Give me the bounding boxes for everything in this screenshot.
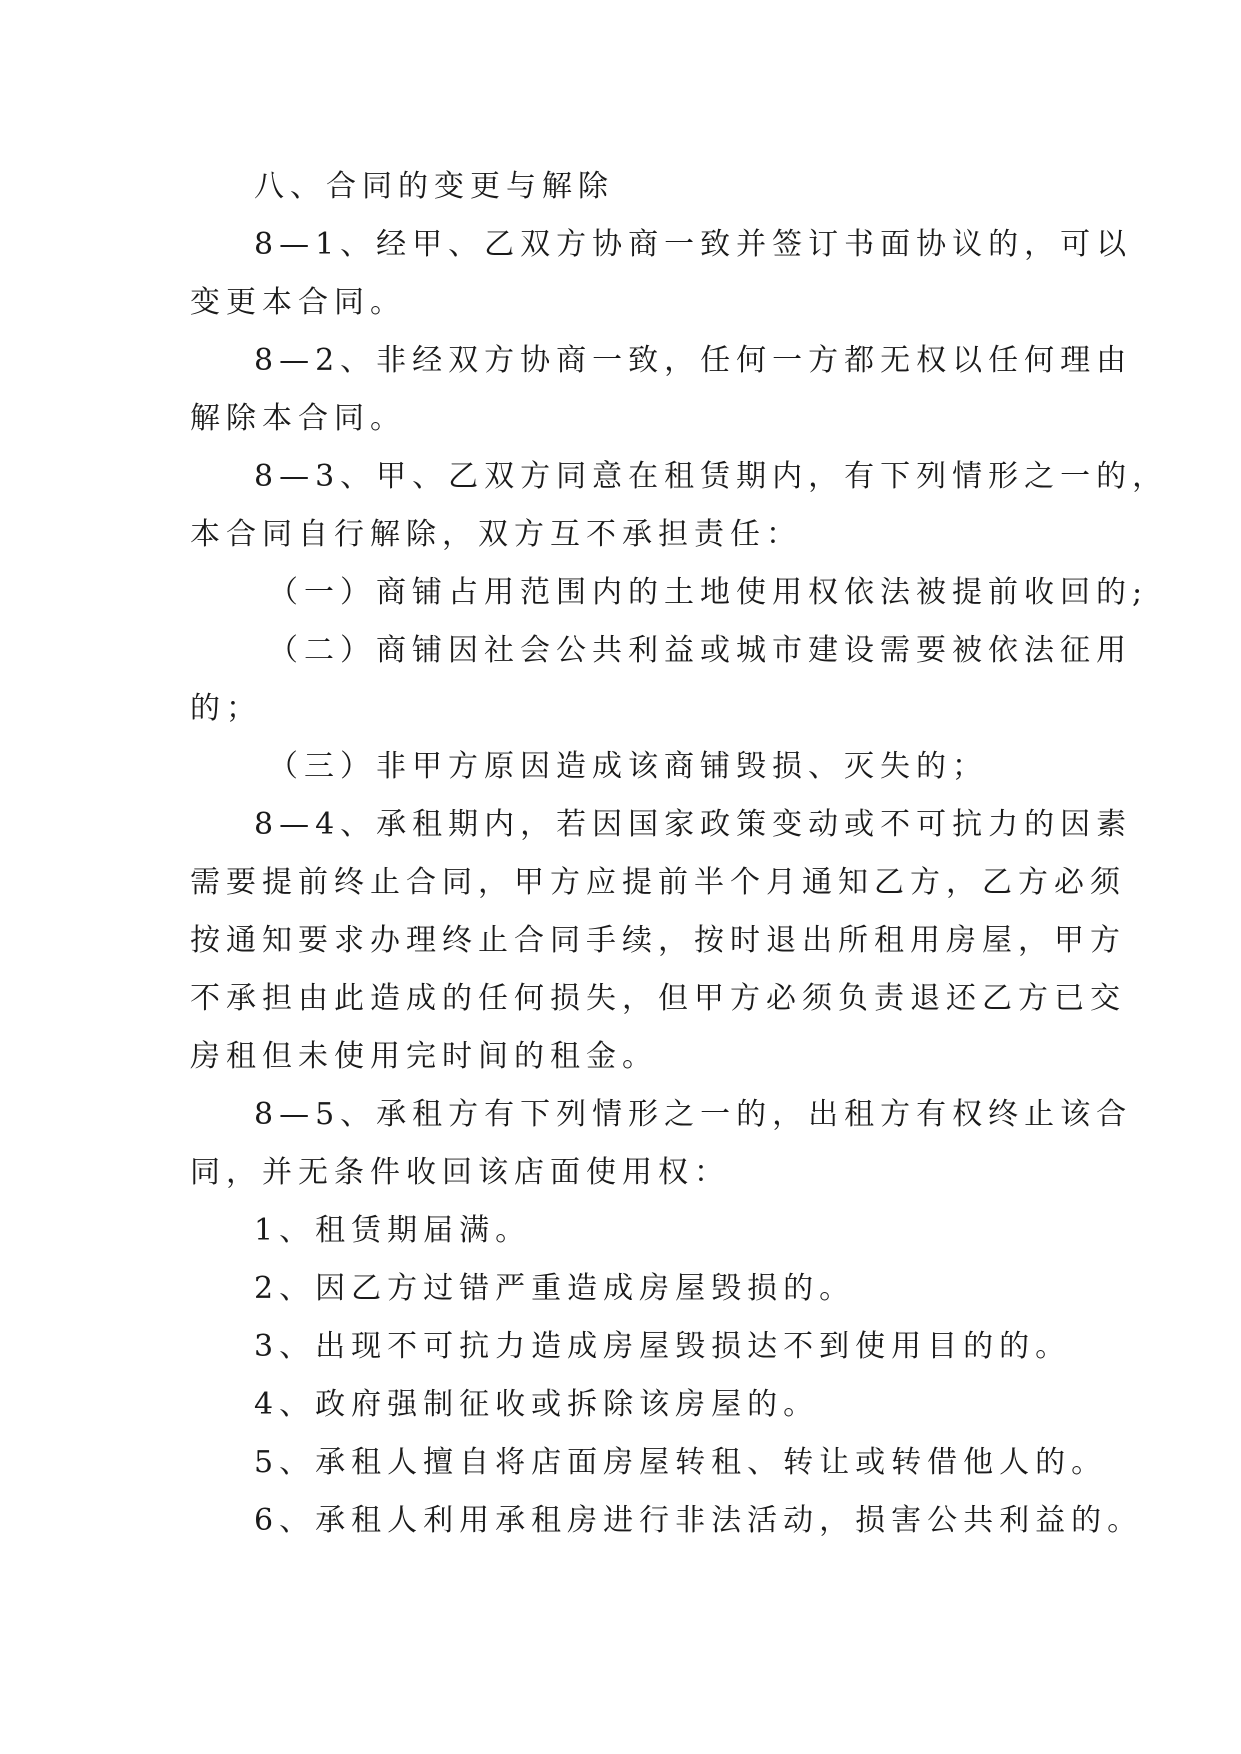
document-body bbox=[190, 158, 1169, 1550]
section-heading: 八、合同的变更与解除 bbox=[254, 169, 614, 204]
list-item: 4、政府强制征收或拆除该房屋的。 bbox=[254, 1387, 820, 1422]
paragraph-line: 8—5、承租方有下列情形之一的，出租方有权终止该合 bbox=[254, 1097, 1133, 1132]
paragraph-line: 8—1、经甲、乙双方协商一致并签订书面协议的，可以 bbox=[254, 227, 1133, 262]
list-item: （三）非甲方原因造成该商铺毁损、灭失的； bbox=[268, 749, 988, 784]
list-item: 1、租赁期届满。 bbox=[254, 1213, 532, 1248]
paragraph-line: 变更本合同。 bbox=[190, 285, 406, 320]
paragraph-line: 房租但未使用完时间的租金。 bbox=[190, 1039, 658, 1074]
paragraph-line: 本合同自行解除，双方互不承担责任： bbox=[190, 517, 802, 552]
paragraph-line: 不承担由此造成的任何损失，但甲方必须负责退还乙方已交 bbox=[190, 981, 1126, 1016]
list-item: （一）商铺占用范围内的土地使用权依法被提前收回的; bbox=[268, 575, 1149, 610]
paragraph-line: 的； bbox=[190, 691, 262, 726]
list-item: （二）商铺因社会公共利益或城市建设需要被依法征用 bbox=[268, 633, 1132, 668]
paragraph-line: 同，并无条件收回该店面使用权： bbox=[190, 1155, 730, 1190]
paragraph-line: 解除本合同。 bbox=[190, 401, 406, 436]
list-item: 5、承租人擅自将店面房屋转租、转让或转借他人的。 bbox=[254, 1445, 1108, 1480]
list-item: 3、出现不可抗力造成房屋毁损达不到使用目的的。 bbox=[254, 1329, 1072, 1364]
paragraph-line: 按通知要求办理终止合同手续，按时退出所租用房屋，甲方 bbox=[190, 923, 1126, 958]
list-item: 6、承租人利用承租房进行非法活动，损害公共利益的。 bbox=[254, 1503, 1144, 1538]
list-item: 2、因乙方过错严重造成房屋毁损的。 bbox=[254, 1271, 856, 1306]
paragraph-line: 8—4、承租期内，若因国家政策变动或不可抗力的因素 bbox=[254, 807, 1133, 842]
paragraph-line: 需要提前终止合同，甲方应提前半个月通知乙方，乙方必须 bbox=[190, 865, 1126, 900]
paragraph-line: 8—2、非经双方协商一致，任何一方都无权以任何理由 bbox=[254, 343, 1133, 378]
paragraph-line: 8—3、甲、乙双方同意在租赁期内，有下列情形之一的， bbox=[254, 459, 1169, 494]
